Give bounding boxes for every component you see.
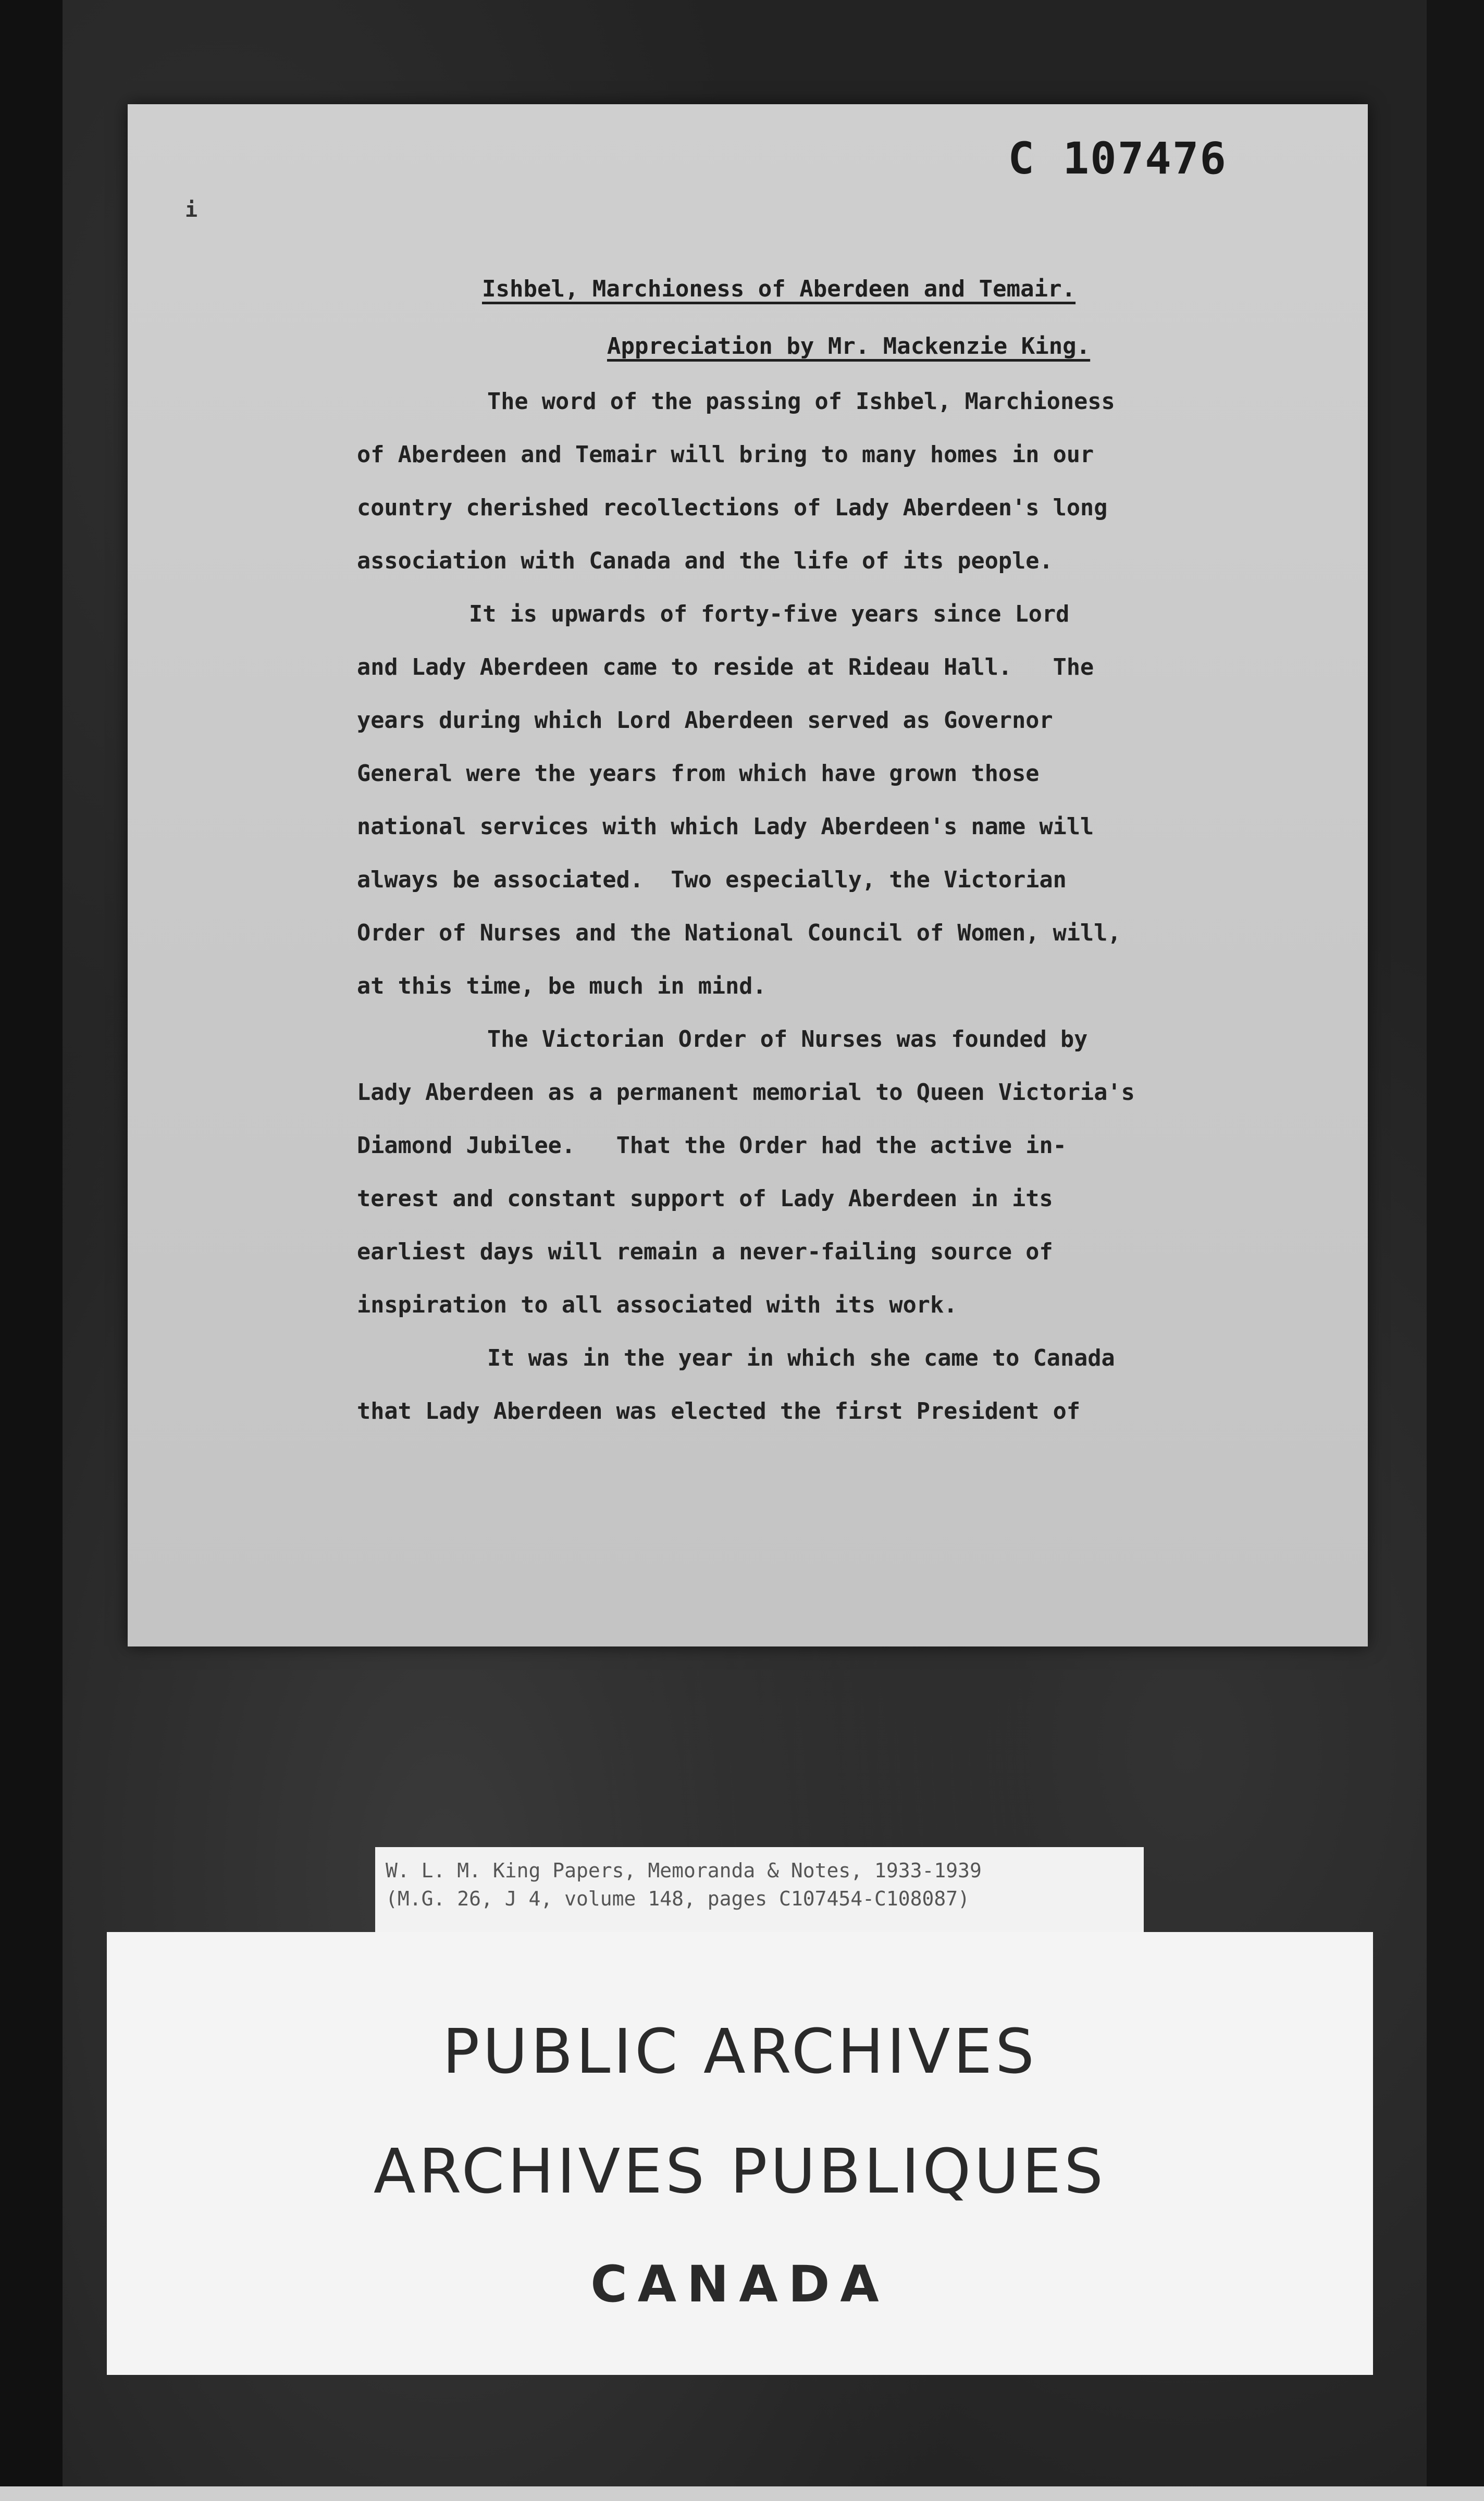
body-line: always be associated. Two especially, the Victorian xyxy=(357,867,1067,893)
body-line: and Lady Aberdeen came to reside at Rideau Hall. The xyxy=(357,654,1094,680)
reference-number: C 107476 xyxy=(1008,133,1227,184)
body-line: at this time, be much in mind. xyxy=(357,973,766,999)
title-line-2: Appreciation by Mr. Mackenzie King. xyxy=(607,333,1091,360)
body-line: Lady Aberdeen as a permanent memorial to Queen Victoria's xyxy=(357,1080,1135,1106)
film-bottom-strip xyxy=(0,2486,1484,2501)
body-line: earliest days will remain a never-failing source of xyxy=(357,1239,1053,1265)
body-line: Diamond Jubilee. That the Order had the active in- xyxy=(357,1133,1067,1159)
margin-mark: i xyxy=(185,198,198,222)
body-line: Order of Nurses and the National Council of Women, will, xyxy=(357,920,1121,946)
archives-card xyxy=(107,1932,1373,2375)
body-line: of Aberdeen and Temair will bring to many homes in our xyxy=(357,442,1094,468)
body-line: It is upwards of forty-five years since Lord xyxy=(469,601,1070,627)
body-line: that Lady Aberdeen was elected the first President of xyxy=(357,1398,1081,1425)
body-line: The Victorian Order of Nurses was founded by xyxy=(487,1026,1088,1053)
body-line: terest and constant support of Lady Aberdeen in its xyxy=(357,1186,1053,1212)
archives-card-line-1: PUBLIC ARCHIVES xyxy=(442,2015,1037,2087)
body-line: national services with which Lady Aberdeen's name will xyxy=(357,814,1094,840)
body-line: association with Canada and the life of its people. xyxy=(357,548,1053,574)
document-body xyxy=(357,375,1274,1438)
document-title xyxy=(482,261,1264,375)
body-line: inspiration to all associated with its work. xyxy=(357,1292,958,1318)
source-label-line-1: W. L. M. King Papers, Memoranda & Notes, 1933-1939 xyxy=(386,1859,982,1882)
body-line: General were the years from which have grown those xyxy=(357,761,1040,787)
film-edge-right xyxy=(1427,0,1484,2501)
body-line: years during which Lord Aberdeen served as Governor xyxy=(357,708,1053,734)
body-line: It was in the year in which she came to Canada xyxy=(487,1345,1115,1371)
body-line: The word of the passing of Ishbel, Marchioness xyxy=(487,389,1115,415)
archives-card-line-2: ARCHIVES PUBLIQUES xyxy=(373,2135,1107,2207)
source-label-line-2: (M.G. 26, J 4, volume 148, pages C107454-C108087) xyxy=(386,1887,970,1910)
title-line-1: Ishbel, Marchioness of Aberdeen and Temair. xyxy=(482,276,1076,302)
film-edge-left xyxy=(0,0,63,2501)
typed-document-page xyxy=(128,104,1368,1646)
body-line: country cherished recollections of Lady Aberdeen's long xyxy=(357,495,1108,521)
source-label xyxy=(375,1847,1144,1936)
archives-card-country: CANADA xyxy=(590,2255,889,2313)
